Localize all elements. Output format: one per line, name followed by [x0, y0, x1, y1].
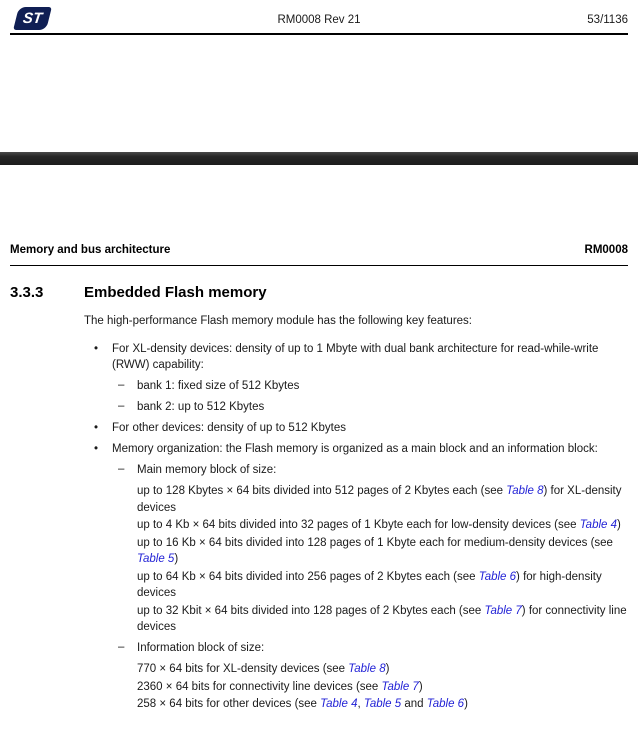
table-link[interactable]: Table 4 — [320, 698, 358, 710]
dash-list-item — [84, 399, 629, 416]
intro-paragraph: The high-performance Flash memory module has the following key features: — [84, 315, 472, 327]
document-revision-title: RM0008 Rev 21 — [277, 14, 361, 26]
table-link[interactable]: Table 7 — [381, 680, 419, 693]
section-heading — [10, 285, 628, 301]
detail-paragraph: up to 16 Kb × 64 bits divided into 128 pages of 1 Kbyte each for medium-density devices (see Table 5) — [137, 536, 613, 565]
list-item-text: For XL-density devices: density of up to 1 Mbyte with dual bank architecture for read-while-write (RWW) capability: — [112, 342, 599, 371]
list-item-text: Main memory block of size: — [137, 464, 277, 476]
detail-paragraph: up to 128 Kbytes × 64 bits divided into 512 pages of 2 Kbytes each (see Table 8) for XL-density devices — [137, 485, 622, 514]
st-logo-text: ST — [21, 10, 44, 27]
section-number: 3.3.3 — [10, 284, 44, 301]
dash-list-item — [84, 640, 629, 713]
bullet-list-item — [84, 420, 629, 437]
table-link[interactable]: Table 8 — [348, 663, 386, 675]
bullet-marker: • — [94, 422, 99, 434]
dash-list-item — [84, 378, 629, 395]
sub-paragraphs — [137, 483, 629, 636]
page-number: 53/1136 — [587, 14, 628, 26]
detail-paragraph: 258 × 64 bits for other devices (see Table 4, Table 5 and Table 6) — [137, 698, 468, 710]
chapter-header — [10, 244, 628, 266]
bullet-list-item — [84, 341, 629, 416]
section-body — [84, 313, 629, 717]
bullet-list-item — [84, 441, 629, 713]
list-item-text: Information block of size: — [137, 642, 265, 654]
list-item-text: For other devices: density of up to 512 Kbytes — [112, 422, 346, 434]
feature-list — [84, 341, 629, 713]
list-item-text: bank 2: up to 512 Kbytes — [137, 401, 265, 413]
dash-marker: – — [118, 463, 125, 475]
sub-paragraphs — [137, 661, 629, 713]
divider-bar — [0, 152, 638, 165]
detail-paragraph: up to 64 Kb × 64 bits divided into 256 pages of 2 Kbytes each (see Table 6) for high-density devices — [137, 570, 602, 599]
dash-marker: – — [118, 400, 125, 412]
sub-list — [84, 378, 629, 416]
detail-paragraph: up to 32 Kbit × 64 bits divided into 128 pages of 2 Kbytes each (see Table 7) for connectivity line devices — [137, 604, 627, 633]
page-header — [10, 0, 628, 35]
table-link[interactable]: Table 8 — [506, 485, 544, 497]
table-link[interactable]: Table 6 — [426, 698, 465, 710]
dash-marker: – — [118, 379, 125, 391]
table-link[interactable]: Table 6 — [478, 570, 517, 583]
dash-list-item — [84, 462, 629, 636]
detail-paragraph: up to 4 Kb × 64 bits divided into 32 pages of 1 Kbyte each for low-density devices (see Table 4) — [137, 519, 621, 531]
section-title: Embedded Flash memory — [84, 284, 267, 301]
table-link[interactable]: Table 4 — [579, 519, 618, 531]
table-link[interactable]: Table 5 — [363, 698, 402, 710]
list-item-text: bank 1: fixed size of 512 Kbytes — [137, 380, 300, 392]
bullet-marker: • — [94, 342, 99, 355]
chapter-doc-id: RM0008 — [584, 244, 628, 256]
dash-marker: – — [118, 641, 125, 653]
detail-paragraph: 770 × 64 bits for XL-density devices (see Table 8) — [137, 663, 390, 675]
list-item-text: Memory organization: the Flash memory is organized as a main block and an information block: — [112, 443, 598, 455]
chapter-title: Memory and bus architecture — [10, 244, 171, 256]
sub-list — [84, 462, 629, 713]
table-link[interactable]: Table 7 — [484, 604, 522, 617]
bullet-marker: • — [94, 443, 99, 455]
table-link[interactable]: Table 5 — [137, 553, 175, 565]
detail-paragraph: 2360 × 64 bits for connectivity line devices (see Table 7) — [137, 680, 423, 693]
